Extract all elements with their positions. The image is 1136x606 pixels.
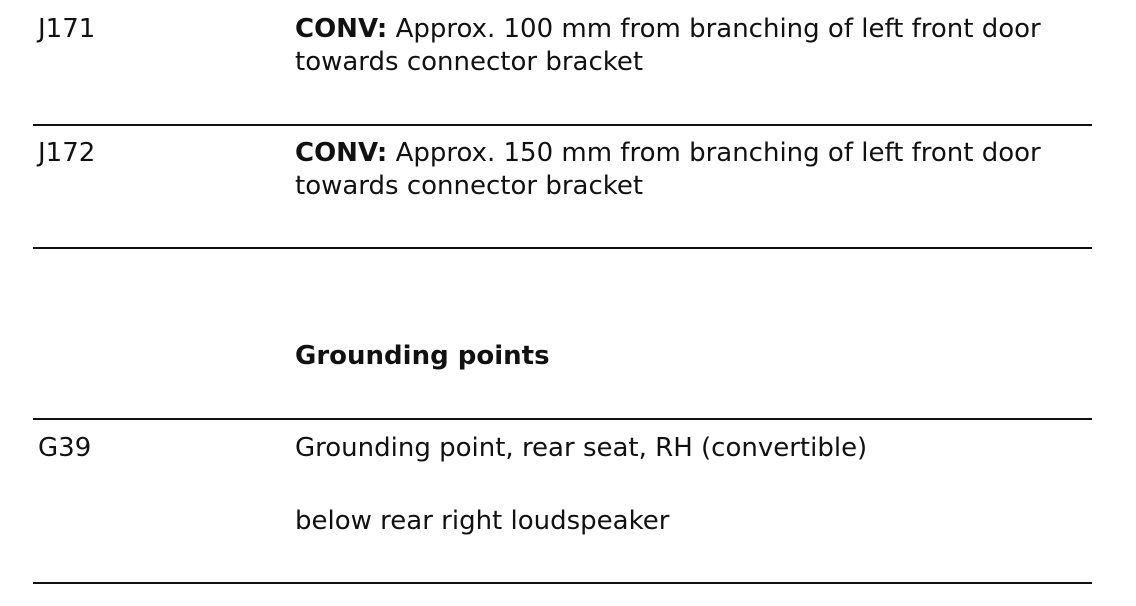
divider — [33, 124, 1092, 126]
section-heading: Grounding points — [295, 341, 550, 371]
entry-code-g39: G39 — [38, 433, 92, 463]
entry-code-j172: J172 — [38, 138, 96, 168]
entry-location-g39: below rear right loudspeaker — [295, 506, 670, 536]
entry-prefix: CONV: — [295, 14, 388, 44]
divider — [33, 582, 1092, 584]
entry-text: Approx. 100 mm from branching of left front door towards connector bracket — [295, 14, 1041, 77]
divider — [33, 418, 1092, 420]
entry-description-j172 — [295, 137, 1075, 203]
entry-code-j171: J171 — [38, 14, 96, 44]
entry-text: Approx. 150 mm from branching of left front door towards connector bracket — [295, 138, 1041, 201]
divider — [33, 247, 1092, 249]
entry-description-j171 — [295, 13, 1075, 79]
entry-prefix: CONV: — [295, 138, 388, 168]
entry-description-g39: Grounding point, rear seat, RH (convertible) — [295, 433, 868, 463]
